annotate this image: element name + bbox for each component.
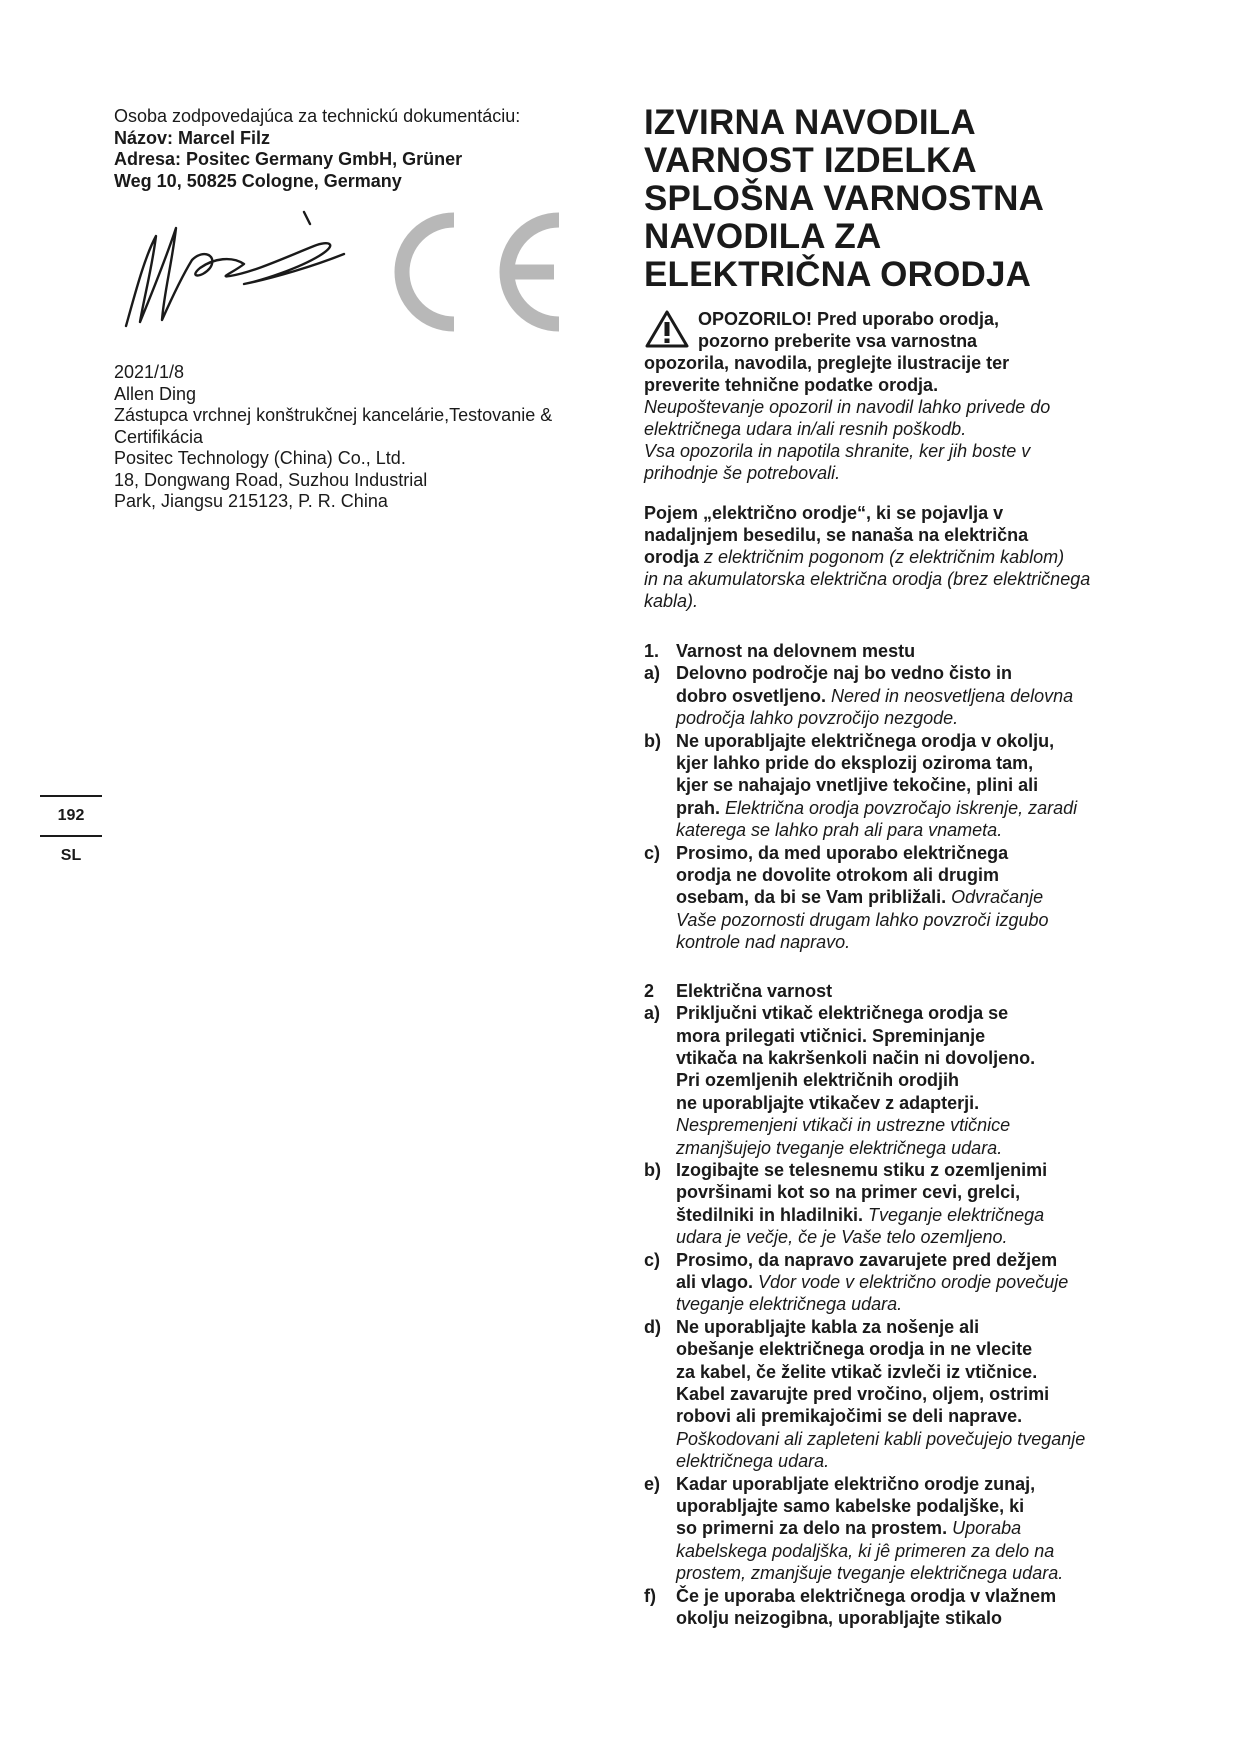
signer-role: Certifikácia [114,426,204,447]
page-title: IZVIRNA NAVODILA VARNOST IZDELKA SPLOŠNA VARNOSTNA NAVODILA ZA ELEKTRIČNA ORODJA [644,103,1045,294]
signer-role: Zástupca vrchnej konštrukčnej kancelárie,Testovanie & [114,405,553,425]
term-definition: Pojem „električno orodje“, ki se pojavlja v nadaljnjem besedilu, se nanaša na električna orodja z električnim pogonom (z električnim kablom) in na akumulatorska električna orodja (brez električnega kabla). [644,503,1091,611]
list-item: b) Ne uporabljajte električnega orodja v okolju, kjer lahko pride do eksplozij oziroma tam, kjer se nahajajo vnetljive tekočine, plini ali prah. Električna orodja povzročajo iskrenje, zaradi katerega se lahko prah ali para vnameta. [644,730,1078,841]
list-item: c) Prosimo, da med uporabo električnega orodja ne dovolite otrokom ali drugim osebam, da bi se Vam približali. Odvračanje Vaše pozornosti drugam lahko povzroči izgubo kontrole nad napravo. [644,842,1049,953]
list-item: c) Prosimo, da napravo zavarujete pred dežjem ali vlago. Vdor vode v električno orodje povečuje tveganje električnega udara. [644,1249,1069,1315]
safety-instructions [644,104,1144,1629]
list-item: b) Izogibajte se telesnemu stiku z ozemljenimi površinami kot so na primer cevi, grelci, štedilniki in hladilniki. Tveganje električnega udara je večje, če je Vaše telo ozemljeno. [644,1159,1048,1248]
list-item: a) Priključni vtikač električnega orodja se mora prilegati vtičnici. Spreminjanje vtikača na kakršenkoli način ni dovoljeno. Pri ozemljenih električnih orodjih ne uporabljajte vtikačev z adapterji. Nespremenjeni vtikači in ustrezne vtičnice zmanjšujejo tveganje električnega udara. [644,1003,1036,1158]
section-heading: 1. Varnost na delovnem mestu [644,641,916,661]
signature-row [114,198,634,358]
language-code: SL [60,847,82,864]
warning-triangle-icon [644,309,690,349]
address-line: Adresa: Positec Germany GmbH, Grüner [114,149,463,169]
company-name: Positec Technology (China) Co., Ltd. [114,448,406,468]
section-heading: 2 Električna varnost [644,980,833,1001]
warning-block: OPOZORILO! Pred uporabo orodja, pozorno preberite vsa varnostna opozorila, navodila, preglejte ilustracije ter preverite tehnične podatke orodja. Neupoštevanje opozoril in navodil lahko privede do električnega udara in/ali resnih poškodb. Vsa opozorila in napotila shranite, ker jih boste v prihodnje še potrebovali. [644,309,1051,483]
list-item: f) Če je uporaba električnega orodja v vlažnem okolju neizogibna, uporabljajte stikalo [644,1585,1057,1629]
signature-image [114,198,574,348]
name-line: Názov: Marcel Filz [114,127,271,148]
signer-name: Allen Ding [114,383,197,404]
company-address: 18, Dongwang Road, Suzhou Industrial [114,469,428,490]
page-number: 192 [57,807,85,824]
company-address: Park, Jiangsu 215123, P. R. China [114,491,388,511]
declaration-block [114,106,634,513]
list-item: e) Kadar uporabljate električno orodje zunaj, uporabljajte samo kabelske podaljške, ki so primerni za delo na prostem. Uporaba kabelskega podaljška, ki jê primeren za delo na prostem, zmanjšuje tveganje električnega udara. [644,1473,1064,1584]
person-label: Osoba zodpovedajúca za technickú dokumentáciu: [114,106,521,126]
address-line: Weg 10, 50825 Cologne, Germany [114,170,402,191]
list-item: d) Ne uporabljajte kabla za nošenje ali obešanje električnega orodja in ne vlecite za kabel, če želite vtikač izvleči iz vtičnice. Kabel zavarujte pred vročino, oljem, ostrimi robovi ali premikajočimi se deli naprave. Poškodovani ali zapleteni kabli povečujejo tveganje električnega udara. [644,1316,1086,1472]
date: 2021/1/8 [114,362,185,382]
list-item: a) Delovno področje naj bo vedno čisto in dobro osvetljeno. Nered in neosvetljena delovna področja lahko povzročijo nezgode. [644,663,1074,729]
page-number-box [40,795,102,865]
